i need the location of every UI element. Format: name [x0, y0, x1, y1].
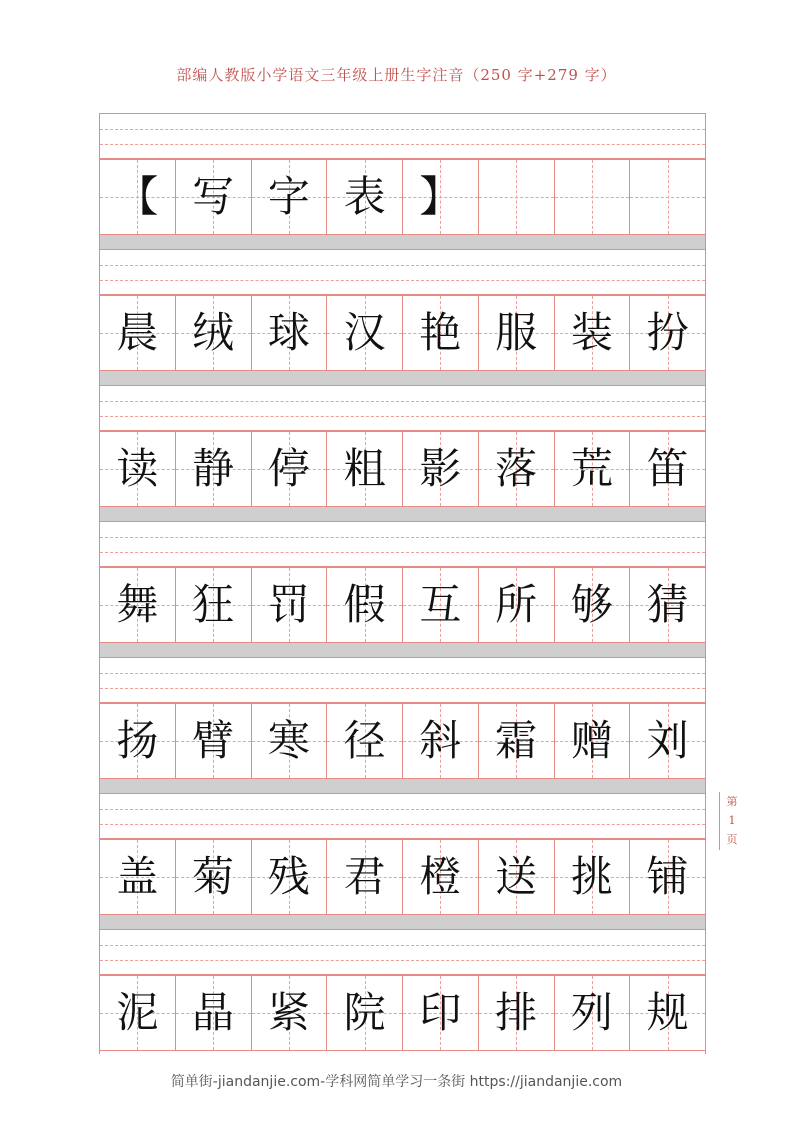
character-cell: [403, 432, 479, 506]
hanzi-character: 假: [343, 580, 386, 629]
hanzi-character: 印: [419, 988, 462, 1037]
pinyin-lines: [100, 793, 705, 839]
character-cell: [555, 976, 631, 1050]
hanzi-character: 规: [646, 988, 689, 1037]
hanzi-character: 荒: [570, 444, 613, 493]
character-cell: [100, 704, 176, 778]
row-separator: [100, 643, 705, 657]
pinyin-lines: [100, 385, 705, 431]
hanzi-character: 盖: [116, 852, 159, 901]
row-separator: [100, 779, 705, 793]
character-cell: [403, 840, 479, 914]
hanzi-character: 舞: [116, 580, 159, 629]
hanzi-character: 寒: [267, 716, 310, 765]
pinyin-lines: [100, 249, 705, 295]
character-cell: [252, 976, 328, 1050]
hanzi-character: 院: [343, 988, 386, 1037]
character-cell: [630, 296, 705, 370]
character-cell: [555, 568, 631, 642]
character-cell: [100, 976, 176, 1050]
hanzi-character: 残: [267, 852, 310, 901]
character-cell: [176, 976, 252, 1050]
page-number: [719, 792, 744, 850]
character-cell: [327, 568, 403, 642]
character-cell: [555, 160, 631, 234]
row-separator: [100, 371, 705, 385]
hanzi-character: 落: [495, 444, 538, 493]
hanzi-character: 臂: [192, 716, 235, 765]
character-cell: [252, 704, 328, 778]
character-cell: [252, 432, 328, 506]
hanzi-character: 罚: [267, 580, 310, 629]
grid-row: [100, 657, 705, 793]
hanzi-character: 挑: [570, 852, 613, 901]
character-cell: [327, 160, 403, 234]
character-cell: [403, 296, 479, 370]
character-cell: [176, 704, 252, 778]
character-cells: [100, 431, 705, 507]
hanzi-character: 艳: [419, 308, 462, 357]
pinyin-lines: [100, 521, 705, 567]
character-cell: [327, 704, 403, 778]
hanzi-character: 扬: [116, 716, 159, 765]
hanzi-character: 绒: [192, 308, 235, 357]
character-cell: [252, 840, 328, 914]
grid-row: [100, 385, 705, 521]
grid-row: [100, 521, 705, 657]
hanzi-character: 粗: [343, 444, 386, 493]
hanzi-character: 字: [267, 172, 310, 221]
character-cell: [176, 568, 252, 642]
character-cell: [630, 432, 705, 506]
character-cell: [252, 160, 328, 234]
hanzi-character: 送: [495, 852, 538, 901]
character-cell: [403, 704, 479, 778]
hanzi-character: 晨: [116, 308, 159, 357]
character-cell: [479, 432, 555, 506]
character-cell: [403, 160, 479, 234]
grid-row: [100, 793, 705, 929]
hanzi-character: 停: [267, 444, 310, 493]
grid-row: [100, 929, 705, 1065]
page-number-value: 1: [728, 814, 736, 827]
character-cell: [100, 432, 176, 506]
page-number-prefix: 第: [726, 795, 738, 808]
character-cells: [100, 159, 705, 235]
row-separator: [100, 507, 705, 521]
hanzi-character: 橙: [419, 852, 462, 901]
hanzi-character: 【: [116, 172, 159, 221]
hanzi-character: 汉: [343, 308, 386, 357]
hanzi-character: 菊: [192, 852, 235, 901]
character-cell: [555, 704, 631, 778]
hanzi-character: 铺: [646, 852, 689, 901]
character-cell: [479, 296, 555, 370]
character-cell: [630, 568, 705, 642]
hanzi-character: 】: [419, 172, 462, 221]
character-cell: [479, 976, 555, 1050]
hanzi-character: 赠: [570, 716, 613, 765]
character-cell: [630, 840, 705, 914]
page-number-suffix: 页: [726, 833, 738, 846]
character-cells: [100, 295, 705, 371]
hanzi-character: 狂: [192, 580, 235, 629]
row-separator: [100, 235, 705, 249]
hanzi-character: 互: [419, 580, 462, 629]
character-cell: [327, 296, 403, 370]
hanzi-character: 刘: [646, 716, 689, 765]
character-cell: [479, 160, 555, 234]
character-cell: [176, 160, 252, 234]
grid-row: [100, 249, 705, 385]
character-cell: [327, 840, 403, 914]
character-cell: [176, 840, 252, 914]
character-cell: [252, 568, 328, 642]
pinyin-lines: [100, 657, 705, 703]
hanzi-character: 紧: [267, 988, 310, 1037]
character-cell: [252, 296, 328, 370]
character-cells: [100, 839, 705, 915]
character-cell: [555, 840, 631, 914]
character-cells: [100, 567, 705, 643]
pinyin-lines: [100, 929, 705, 975]
character-cell: [403, 568, 479, 642]
character-cell: [555, 432, 631, 506]
row-separator: [100, 915, 705, 929]
hanzi-character: 扮: [646, 308, 689, 357]
hanzi-character: 斜: [419, 716, 462, 765]
character-cell: [100, 296, 176, 370]
character-cell: [630, 976, 705, 1050]
character-cell: [403, 976, 479, 1050]
hanzi-character: 笛: [646, 444, 689, 493]
character-cell: [176, 296, 252, 370]
character-cell: [630, 704, 705, 778]
hanzi-character: 霜: [495, 716, 538, 765]
character-cell: [100, 160, 176, 234]
hanzi-character: 球: [267, 308, 310, 357]
character-cell: [555, 296, 631, 370]
character-cell: [100, 840, 176, 914]
character-cells: [100, 703, 705, 779]
hanzi-character: 泥: [116, 988, 159, 1037]
writing-grid: [99, 113, 706, 1054]
character-cell: [630, 160, 705, 234]
character-cells: [100, 975, 705, 1051]
hanzi-character: 列: [570, 988, 613, 1037]
hanzi-character: 影: [419, 444, 462, 493]
hanzi-character: 径: [343, 716, 386, 765]
hanzi-character: 表: [343, 172, 386, 221]
character-cell: [479, 568, 555, 642]
character-cell: [327, 432, 403, 506]
character-cell: [327, 976, 403, 1050]
hanzi-character: 君: [343, 852, 386, 901]
hanzi-character: 晶: [192, 988, 235, 1037]
grid-row: [100, 113, 705, 249]
character-cell: [479, 840, 555, 914]
hanzi-character: 排: [495, 988, 538, 1037]
hanzi-character: 所: [495, 580, 538, 629]
character-cell: [176, 432, 252, 506]
hanzi-character: 够: [570, 580, 613, 629]
hanzi-character: 静: [192, 444, 235, 493]
hanzi-character: 猜: [646, 580, 689, 629]
hanzi-character: 写: [192, 172, 235, 221]
character-cell: [100, 568, 176, 642]
hanzi-character: 装: [570, 308, 613, 357]
pinyin-lines: [100, 113, 705, 159]
hanzi-character: 服: [495, 308, 538, 357]
footer-text: 简单街-jiandanjie.com-学科网简单学习一条街 https://jiandanjie.com: [170, 1074, 623, 1090]
character-cell: [479, 704, 555, 778]
hanzi-character: 读: [116, 444, 159, 493]
page-title: 部编人教版小学语文三年级上册生字注音（250 字+279 字）: [176, 66, 617, 84]
